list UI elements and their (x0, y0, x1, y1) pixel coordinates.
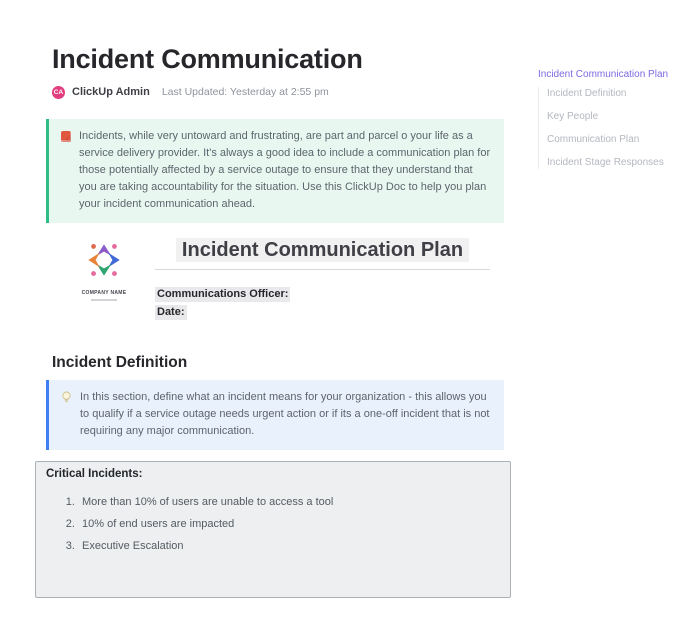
critical-incidents-box (35, 461, 511, 598)
incident-definition-heading: Incident Definition (52, 354, 188, 371)
last-updated-text: Last Updated: Yesterday at 2:55 pm (161, 86, 329, 98)
company-logo (76, 237, 132, 301)
incident-definition-callout (46, 380, 504, 450)
toc-link-incident-communication-plan[interactable]: Incident Communication Plan (538, 69, 669, 80)
toc-link-incident-stage-responses[interactable]: Incident Stage Responses (547, 157, 664, 168)
critical-incidents-title: Critical Incidents: (46, 468, 143, 480)
plan-fields (155, 287, 490, 320)
author-name: ClickUp Admin (72, 86, 150, 98)
toc-link-key-people[interactable]: Key People (547, 111, 599, 122)
critical-incidents-list (46, 496, 500, 553)
plan-header-section (155, 239, 490, 323)
toc-link-communication-plan[interactable]: Communication Plan (547, 134, 640, 145)
intro-callout (46, 119, 504, 223)
list-item: 3. Executive Escalation (78, 540, 500, 553)
incident-definition-callout-text: In this section, define what an incident means for your organization - this allows you to qualify if a service outage needs urgent action or if its a one-off incident that is not requiring any major communication. (80, 391, 490, 437)
date-field: Date: (157, 306, 185, 318)
toc-items (538, 87, 693, 169)
list-item: 2. 10% of end users are impacted (78, 518, 500, 531)
company-logo-tagline (91, 299, 117, 301)
plan-divider (155, 269, 490, 270)
communications-officer-field: Communications Officer: (157, 288, 289, 300)
byline (52, 85, 329, 99)
avatar: CA (52, 86, 65, 99)
company-logo-text: COMPANY NAME (81, 290, 127, 296)
intro-callout-text: Incidents, while very untoward and frustrating, are part and parcel o your life as a service delivery provider. It's always a good idea to include a communication plan for those potentially affected by a service outage to ensure that they understand that you are taking accountability for the situation. Use this ClickUp Doc to help you plan your incident communication ahead. (79, 130, 491, 210)
lightbulb-icon (61, 391, 72, 404)
table-of-contents (538, 68, 693, 179)
toc-link-incident-definition[interactable]: Incident Definition (547, 88, 627, 99)
page-title: Incident Communication (52, 44, 363, 74)
list-item: 1. More than 10% of users are unable to access a tool (78, 496, 500, 509)
company-logo-icon (81, 237, 127, 283)
plan-title: Incident Communication Plan (155, 239, 490, 262)
red-bookmark-icon (61, 131, 71, 142)
